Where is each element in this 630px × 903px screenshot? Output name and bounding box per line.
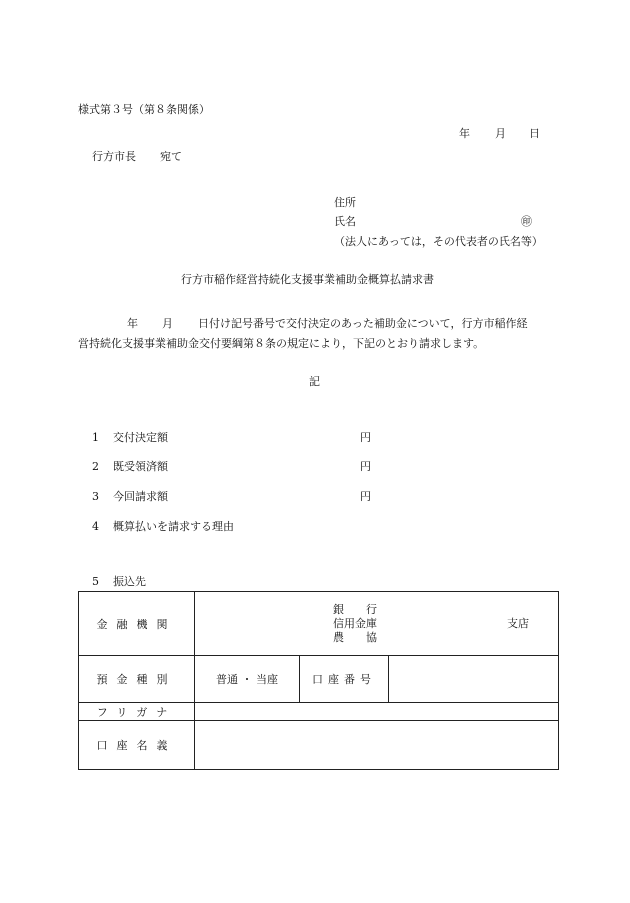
account-number-field[interactable] xyxy=(389,656,559,703)
seal-mark: ㊞ xyxy=(521,215,532,228)
item-4-label: 概算払いを請求する理由 xyxy=(113,520,234,533)
date-day: 日 xyxy=(529,127,540,140)
body-line2: 営持続化支援事業補助金交付要綱第８条の規定により，下記のとおり請求します。 xyxy=(78,337,485,350)
item-4-num: 4 xyxy=(92,520,99,533)
furigana-row xyxy=(79,703,559,721)
document-title: 行方市稲作経営持続化支援事業補助金概算払請求書 xyxy=(181,273,434,286)
corp-note: （法人にあっては，その代表者の氏名等） xyxy=(334,235,543,248)
account-name-row xyxy=(79,721,559,770)
bank-type-nokyo: 農 協 xyxy=(333,630,377,644)
institution-label: 金融機関 xyxy=(79,592,195,656)
body-line1: 日付け記号番号で交付決定のあった補助金について，行方市稲作経 xyxy=(198,317,528,330)
body-year: 年 xyxy=(127,317,138,330)
date-year: 年 xyxy=(459,127,470,140)
item-5-label: 振込先 xyxy=(113,575,146,588)
branch-label: 支店 xyxy=(507,616,529,630)
name-label: 氏名 xyxy=(334,215,356,228)
date-month: 月 xyxy=(495,127,506,140)
deposit-type-options[interactable]: 普通 ・ 当座 xyxy=(195,656,300,703)
item-2-unit: 円 xyxy=(360,460,371,473)
item-3-num: 3 xyxy=(92,490,99,503)
item-3-label: 今回請求額 xyxy=(113,490,168,503)
institution-row xyxy=(79,592,559,656)
furigana-field[interactable] xyxy=(195,703,559,721)
addressee-name: 行方市長 xyxy=(92,150,136,163)
item-1-num: 1 xyxy=(92,431,99,444)
item-5-num: 5 xyxy=(92,575,99,588)
institution-field[interactable] xyxy=(195,592,559,656)
address-label: 住所 xyxy=(334,196,356,209)
account-name-label: 口座名義 xyxy=(79,721,195,770)
furigana-label: フリガナ xyxy=(79,703,195,721)
form-number: 様式第３号（第８条関係） xyxy=(78,103,210,116)
account-name-field[interactable] xyxy=(195,721,559,770)
bank-type-shinkin: 信用金庫 xyxy=(333,616,377,630)
item-1-unit: 円 xyxy=(360,431,371,444)
item-2-label: 既受領済額 xyxy=(113,460,168,473)
bank-type-bank: 銀 行 xyxy=(333,602,377,616)
addressee-suffix: 宛て xyxy=(160,150,182,163)
deposit-type-label: 預金種別 xyxy=(79,656,195,703)
bank-table xyxy=(78,591,559,770)
body-month: 月 xyxy=(162,317,173,330)
item-1-label: 交付決定額 xyxy=(113,431,168,444)
ki-heading: 記 xyxy=(309,375,320,388)
account-number-label: 口座番号 xyxy=(300,656,389,703)
item-2-num: 2 xyxy=(92,460,99,473)
item-3-unit: 円 xyxy=(360,490,371,503)
deposit-row xyxy=(79,656,559,703)
